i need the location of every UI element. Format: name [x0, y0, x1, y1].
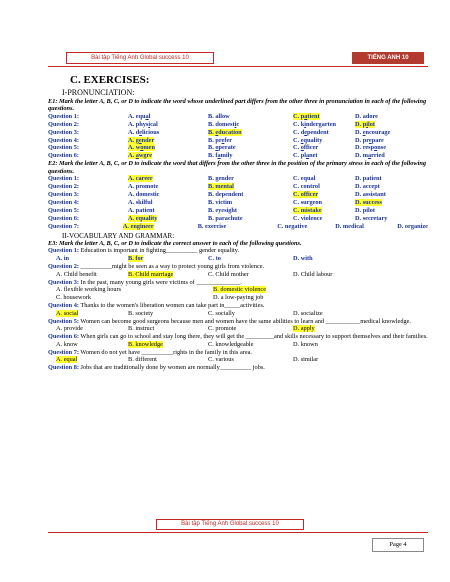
e1-question-row [48, 152, 428, 160]
underlined-letter: e [362, 128, 366, 136]
e3-question-4 [48, 302, 428, 310]
option-d-cell [355, 183, 428, 191]
option-text: C. d [293, 128, 305, 136]
underlined-letter: e [215, 128, 219, 136]
part-vocabulary-heading: II-VOCABULARY AND GRAMMAR: [62, 231, 175, 240]
e3-options-4 [48, 310, 428, 318]
option-b-cell [208, 129, 293, 137]
option-text: B. [208, 144, 216, 152]
option-c-cell [293, 121, 355, 129]
underlined-letter: i [234, 120, 237, 128]
e1-question-row [48, 113, 428, 121]
e2-question-row [48, 183, 428, 191]
option-b-cell [208, 137, 293, 145]
document-body [48, 74, 428, 372]
e2-question-row [48, 199, 428, 207]
e3-question-8 [48, 364, 428, 372]
option-c[interactable] [293, 121, 336, 128]
option-text-rest: rried [371, 152, 385, 160]
underlined-letter: i [304, 120, 306, 128]
option-d[interactable] [355, 137, 384, 144]
option-d[interactable] [355, 144, 386, 151]
option-c[interactable]: C. negative [277, 222, 308, 230]
e2-question-row [48, 191, 428, 199]
option-c-cell [293, 207, 355, 215]
option-text-rest: l [148, 112, 151, 120]
e3-options-3a [48, 286, 428, 294]
option-b-cell [198, 223, 278, 231]
option-extra[interactable]: D. organize [397, 222, 428, 230]
option-b[interactable]: B. dependent [208, 191, 244, 199]
option-b[interactable]: B. different [128, 356, 157, 364]
option-a[interactable]: A. promote [128, 183, 159, 191]
option-c[interactable]: C. to [208, 255, 221, 263]
option-a[interactable]: A. domestic [128, 191, 160, 199]
underlined-letter: o [374, 144, 378, 152]
question-text: Education is important in fighting__________ gender equality. [78, 247, 240, 255]
question-text: In the past, many young girls were victims of ______________. [78, 278, 242, 286]
option-d[interactable] [355, 152, 385, 159]
underlined-letter: e [304, 128, 307, 136]
underlined-letter: e [139, 128, 142, 136]
question-label: Question 5: [48, 317, 79, 325]
option-text-rest: ncourage [365, 128, 391, 136]
option-b[interactable]: B. for [128, 255, 144, 263]
underlined-letter: e [138, 136, 142, 144]
question-label: Question 8: [48, 364, 79, 372]
option-a-cell [128, 129, 208, 137]
option-d[interactable]: D. medical [335, 222, 364, 230]
footer-divider [48, 532, 428, 533]
option-text: D. adore [355, 112, 378, 120]
question-label: Question 5: [48, 144, 79, 152]
option-text: B. domest [208, 120, 235, 128]
option-text: D. m [355, 152, 368, 160]
underlined-letter: o [300, 144, 304, 152]
option-b[interactable]: B. instruct [128, 325, 155, 333]
underlined-letter: e [300, 136, 304, 144]
option-a-cell [123, 223, 198, 231]
question-label: Question 3: [48, 278, 79, 286]
option-text: B. pr [208, 136, 222, 144]
option-d[interactable] [355, 121, 375, 128]
option-text: A. w [128, 144, 141, 152]
option-c-cell [293, 144, 355, 152]
e3-question-5 [48, 318, 428, 326]
option-a[interactable] [128, 144, 155, 151]
option-d-cell [355, 129, 428, 137]
option-d-cell [355, 137, 428, 145]
option-b[interactable] [208, 144, 236, 151]
e1-question-row [48, 129, 428, 137]
option-b-cell [208, 199, 293, 207]
question-text: Thanks to the women's liberation women can take part in_____activities. [78, 302, 265, 310]
option-text: A. phys [128, 120, 149, 128]
option-c[interactable]: C. control [293, 183, 320, 191]
option-text-rest: tient [307, 112, 320, 120]
question-label: Question 6: [48, 333, 79, 341]
e2-question-list [48, 175, 428, 230]
e3-options-7 [48, 356, 428, 364]
question-label: Question 1: [48, 175, 79, 183]
option-text: C. [293, 136, 301, 144]
option-text-rest: c [236, 120, 240, 128]
e3-options-1 [48, 255, 428, 263]
e3-options-2 [48, 271, 428, 279]
option-c[interactable]: C. various [208, 356, 234, 364]
e3-options-3b [48, 294, 428, 302]
underlined-letter: e [221, 136, 225, 144]
option-a[interactable]: A. social [56, 309, 79, 317]
option-a[interactable] [128, 113, 150, 120]
option-c-cell [293, 183, 355, 191]
e2-instruction: E2: Mark the letter A, B, C, or D to indicate the word that differs from the other three in the position of the primary stress in each of the following questions. [48, 160, 427, 175]
option-a-cell [128, 137, 208, 145]
option-c[interactable] [293, 137, 322, 144]
option-text-rest: nder [141, 136, 155, 144]
option-c-cell [277, 223, 335, 231]
option-text-rest: fer [224, 136, 233, 144]
question-text: Jobs that are traditionally done by women are normally__________ jobs. [78, 364, 265, 372]
option-c[interactable] [293, 144, 318, 151]
underlined-letter: o [140, 144, 144, 152]
option-text-rest: ndergarten [305, 120, 337, 128]
option-d[interactable]: D. socialize [293, 309, 323, 317]
e3-question-6 [48, 333, 428, 341]
option-text-rest: perate [218, 144, 236, 152]
e1-question-row [48, 121, 428, 129]
option-d[interactable]: D. pilot [355, 206, 375, 214]
question-label: Question 5: [48, 206, 79, 214]
option-c[interactable]: C. knowledgeable [208, 340, 254, 348]
option-d[interactable] [355, 113, 378, 120]
underlined-letter: a [305, 152, 310, 160]
option-d[interactable]: D. similar [293, 356, 319, 364]
option-a[interactable] [128, 152, 152, 159]
option-c[interactable]: C. promote [208, 325, 237, 333]
e2-question-row [48, 175, 428, 183]
question-label: Question 6: [48, 152, 79, 160]
option-text: D. [355, 128, 363, 136]
option-text-rest: mily [220, 152, 233, 160]
option-text-rest: nse [377, 144, 387, 152]
option-b-cell [208, 144, 293, 152]
e3-question-1 [48, 247, 428, 255]
option-d-cell [355, 215, 428, 223]
e1-question-list [48, 113, 428, 160]
option-d[interactable]: D. apply [293, 325, 315, 333]
option-b[interactable]: B. society [128, 309, 154, 317]
option-c-cell [293, 175, 355, 183]
question-label: Question 4: [48, 198, 79, 206]
option-c[interactable]: C. officer [293, 191, 319, 199]
option-a-cell [128, 175, 208, 183]
header-divider [48, 66, 428, 67]
e2-question-row [48, 223, 428, 231]
question-text: Women can become good surgeons because men and women have the same abilities to learn and ___________medical knowledge. [78, 317, 411, 325]
option-text: B. [208, 128, 216, 136]
option-b[interactable]: B. gender [208, 175, 234, 183]
option-c-cell [293, 137, 355, 145]
option-a[interactable]: A. skilful [128, 198, 153, 206]
e1-instruction: E1: Mark the letter A, B, C, or D to indicate the word whose underlined part differs from the other three in pronunciation in each of the following questions. [48, 97, 427, 113]
e3-question-7 [48, 349, 428, 357]
option-c[interactable] [293, 152, 318, 159]
option-text-rest: lot [367, 120, 375, 128]
option-b[interactable] [208, 137, 232, 144]
option-a-cell [128, 144, 208, 152]
option-text: D. resp [355, 144, 375, 152]
option-text-rest: men [143, 144, 155, 152]
option-b-cell [208, 121, 293, 129]
option-a[interactable]: A. in [56, 255, 69, 263]
option-b[interactable]: B. knowledge [128, 340, 163, 348]
option-d-cell [355, 175, 428, 183]
question-text: When girls can go to school and stay long there, they will get the _________and skills necessary to support themselves and their families. [78, 333, 428, 341]
option-c-cell [293, 191, 355, 199]
option-text: A. d [128, 128, 140, 136]
option-c[interactable]: C. housework [56, 294, 91, 302]
option-d-cell [355, 144, 428, 152]
option-text: C. pl [293, 152, 306, 160]
e1-question-row [48, 144, 428, 152]
question-label: Question 7: [48, 348, 79, 356]
option-c-cell [293, 215, 355, 223]
e2-question-row [48, 215, 428, 223]
underlined-letter: e [368, 136, 372, 144]
option-b[interactable]: B. eyesight [208, 206, 238, 214]
option-text: A. g [128, 136, 139, 144]
option-c[interactable]: C. equal [293, 175, 316, 183]
part-pronunciation-heading: I-PRONUNCIATION: [62, 88, 135, 98]
option-text: C. p [293, 112, 305, 120]
e3-instruction: E3: Mark the letter A, B, C, or D to indicate the correct answer to each of the following questions. [48, 239, 302, 247]
option-a-cell [128, 191, 208, 199]
option-text: D. pr [355, 136, 369, 144]
option-text: C. k [293, 120, 305, 128]
option-b[interactable]: B. exercise [197, 222, 227, 230]
option-a[interactable] [128, 137, 154, 144]
option-d-cell [355, 199, 428, 207]
option-text-rest: quality [303, 136, 323, 144]
underlined-letter: i [148, 120, 151, 128]
option-text-rest: wgre [138, 152, 153, 160]
option-b[interactable]: B. Child marriage [128, 270, 174, 278]
option-b[interactable] [208, 152, 233, 159]
option-d-cell [355, 113, 428, 121]
underlined-letter: a [304, 112, 308, 120]
option-text-rest: fficer [303, 144, 319, 152]
underlined-letter: i [366, 120, 368, 128]
option-c-cell [293, 152, 355, 160]
option-text: B. allow [208, 112, 230, 120]
option-d-cell [355, 191, 428, 199]
option-a-cell [128, 121, 208, 129]
option-b-cell [208, 175, 293, 183]
option-d-cell [355, 152, 428, 160]
question-label: Question 3: [48, 191, 79, 199]
option-d[interactable]: D. with [293, 255, 313, 263]
footer-title-box: Bài tập Tiếng Anh Global success 10 [156, 519, 304, 530]
question-label: Question 3: [48, 128, 79, 136]
option-a-cell [128, 207, 208, 215]
option-text-rest: net [309, 152, 318, 160]
e1-question-row [48, 137, 428, 145]
underlined-letter: a [367, 152, 372, 160]
section-title: C. EXERCISES: [70, 74, 150, 86]
option-d[interactable]: D. assistant [355, 191, 386, 199]
option-a-cell [128, 199, 208, 207]
option-d[interactable] [355, 129, 390, 136]
option-text-rest: pare [371, 136, 384, 144]
question-label: Question 1: [48, 112, 79, 120]
option-b[interactable] [208, 113, 230, 120]
question-text: __________might be seen as a way to protect young girls from violence. [78, 263, 265, 271]
option-c-cell [293, 199, 355, 207]
e3-options-6 [48, 341, 428, 349]
option-c[interactable]: C. violence [293, 214, 323, 222]
option-a[interactable]: A. career [128, 175, 153, 183]
header-title-box: Bài tập Tiếng Anh Global success 10 [66, 52, 214, 64]
option-a-cell [128, 152, 208, 160]
header-subject-badge: TIẾNG ANH 10 [352, 52, 424, 64]
question-label: Question 6: [48, 214, 79, 222]
option-text-rest: pendent [307, 128, 329, 136]
option-c[interactable]: C. Child mother [208, 270, 249, 278]
option-d[interactable]: D. success [355, 198, 382, 206]
option-d-cell [355, 207, 428, 215]
option-a[interactable]: A. flexible working hours [56, 286, 122, 294]
option-a[interactable] [128, 121, 158, 128]
option-b[interactable]: B. parachute [208, 214, 243, 222]
option-d[interactable]: D. a low-paying job [213, 294, 264, 302]
option-text-rest: ducation [218, 128, 242, 136]
e2-question-row [48, 207, 428, 215]
option-text: B. f [208, 152, 218, 160]
option-b[interactable] [208, 121, 239, 128]
option-d[interactable]: D. accept [355, 183, 380, 191]
option-a[interactable]: A. engineer [122, 222, 154, 230]
option-a-cell [128, 113, 208, 121]
option-d-cell [335, 223, 397, 231]
option-text-rest: licious [142, 128, 160, 136]
option-c[interactable]: C. mistake [293, 206, 322, 214]
option-a[interactable]: A. equality [128, 214, 158, 222]
option-d[interactable]: D. known [293, 340, 318, 348]
option-a-cell [128, 183, 208, 191]
underlined-letter: a [145, 112, 149, 120]
option-a-cell [128, 215, 208, 223]
underlined-letter: o [215, 144, 219, 152]
option-d[interactable]: D. patient [355, 175, 382, 183]
option-text: D. p [355, 120, 367, 128]
option-b-cell [208, 207, 293, 215]
underlined-letter: a [135, 152, 139, 160]
option-c-cell [293, 129, 355, 137]
option-b-cell [208, 215, 293, 223]
option-c[interactable]: C. socially [208, 309, 235, 317]
option-a[interactable]: A. Child benefit [56, 270, 97, 278]
option-text: A. [128, 152, 136, 160]
question-label: Question 2: [48, 183, 79, 191]
option-c[interactable] [293, 129, 329, 136]
option-d-cell [355, 121, 428, 129]
option-d[interactable]: D. secretary [355, 214, 388, 222]
option-b-cell [208, 183, 293, 191]
option-a[interactable] [128, 129, 159, 136]
question-label: Question 2: [48, 120, 79, 128]
option-c[interactable]: C. surgeon [293, 198, 323, 206]
option-b-cell [208, 191, 293, 199]
option-text: C. [293, 144, 301, 152]
option-a[interactable]: A. know [56, 340, 78, 348]
question-label: Question 1: [48, 247, 79, 255]
question-label: Question 4: [48, 136, 79, 144]
e3-options-5 [48, 325, 428, 333]
question-label: Question 2: [48, 263, 79, 271]
option-a[interactable]: A. patient [128, 206, 155, 214]
option-text: A. equ [128, 112, 146, 120]
option-b-cell [208, 113, 293, 121]
option-a[interactable]: A. provide [56, 325, 83, 333]
option-b[interactable]: B. victim [208, 198, 233, 206]
option-a[interactable]: A. equal [56, 356, 78, 364]
question-label: Question 4: [48, 302, 79, 310]
option-b-cell [208, 152, 293, 160]
option-b[interactable] [208, 129, 242, 136]
e3-question-2 [48, 263, 428, 271]
question-text: Women do not yet have __________rights in the family in this area. [78, 348, 253, 356]
option-c[interactable] [293, 113, 320, 120]
option-b[interactable]: B. mental [208, 183, 234, 191]
option-b[interactable]: B. domestic violence [213, 286, 266, 294]
e3-question-3 [48, 279, 428, 287]
underlined-letter: a [217, 152, 221, 160]
question-label: Question 7: [48, 222, 79, 230]
option-d[interactable]: D. Child labour [293, 270, 333, 278]
option-c-cell [293, 113, 355, 121]
page-number: Page 4 [372, 538, 424, 552]
option-text-rest: cal [150, 120, 158, 128]
